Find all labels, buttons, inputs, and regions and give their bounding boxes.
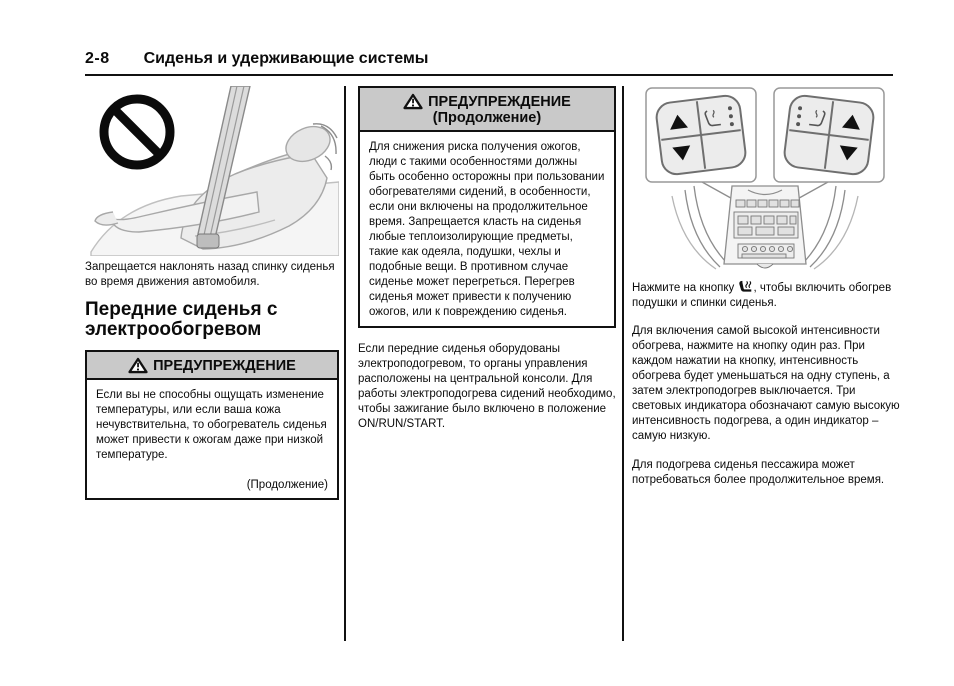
page-header bbox=[85, 50, 428, 68]
left-column bbox=[85, 86, 339, 500]
warning-box-header bbox=[87, 352, 337, 380]
paragraph-text: Нажмите на кнопку bbox=[632, 282, 738, 294]
page-title: Сиденья и удерживающие системы bbox=[143, 50, 429, 67]
controls-location-paragraph: Если передние сиденья оборудованы электроподогревом, то органы управления расположены на центральной консоли. Для работы электроподогрева сидений необходимо, чтобы зажигание было включено в положение ON/RUN/START. bbox=[358, 343, 616, 430]
warning-body: Если вы не способны ощущать изменение температуры, или если ваша кожа нечувствительна, то обогреватель сиденья может привести к ожогам даже при низкой температуре. bbox=[96, 389, 327, 461]
warning-box-middle bbox=[358, 86, 616, 328]
warning-box-header bbox=[360, 88, 614, 132]
warning-subtitle: (Продолжение) bbox=[432, 110, 542, 126]
center-console-heated-seat-buttons-illustration bbox=[632, 86, 898, 270]
illustration-caption: Запрещается наклонять назад спинку сиденья во время движения автомобиля. bbox=[85, 261, 335, 288]
continuation-note: (Продолжение) bbox=[246, 479, 328, 491]
heated-seat-icon bbox=[738, 280, 754, 293]
warning-title: ПРЕДУПРЕЖДЕНИЕ bbox=[428, 93, 571, 110]
no-reclining-while-driving-illustration bbox=[85, 86, 339, 256]
passenger-seat-paragraph: Для подогрева сиденья пессажира может потребоваться более продолжительное время. bbox=[632, 459, 885, 486]
paragraph-text: , чтобы включить обогрев подушки и спинки сиденья. bbox=[632, 282, 892, 309]
header-rule bbox=[85, 74, 893, 76]
warning-box-left bbox=[85, 350, 339, 500]
intensity-paragraph: Для включения самой высокой интенсивности обогрева, нажмите на кнопку один раз. При каждом нажатии на кнопку, интенсивность обогрева будет уменьшаться на одну ступень, а затем электроподогрев выключается. Три световых индикатора обозначают самую высокую интенсивность подогрева, а один индикатор – самую низкую. bbox=[632, 325, 900, 442]
page-number: 2-8 bbox=[85, 50, 110, 67]
warning-triangle-icon bbox=[403, 93, 423, 110]
section-heading: Передние сиденья с электрообогревом bbox=[85, 299, 278, 340]
warning-title: ПРЕДУПРЕЖДЕНИЕ bbox=[153, 357, 296, 374]
warning-triangle-icon bbox=[128, 357, 148, 374]
column-divider-1 bbox=[344, 86, 346, 641]
warning-body: Для снижения риска получения ожогов, люди с такими особенностями должны быть особенно осторожны при пользовании обогревателями сидений, в особенности, если они включены на продолжительное время. Запрещается класть на сиденья любые теплоизолирующие предметы, такие как одеяла, подушки, чехлы и подобные вещи. В противном случае сиденье может перегреться. Перегрев сиденья может привести к получению ожогов, или к повреждению сиденья. bbox=[369, 141, 605, 318]
column-divider-2 bbox=[622, 86, 624, 641]
right-column bbox=[632, 86, 904, 498]
middle-column bbox=[358, 86, 616, 432]
press-button-paragraph bbox=[632, 280, 904, 311]
prohibition-icon bbox=[104, 99, 170, 165]
heated-seat-button-cluster bbox=[655, 94, 747, 176]
